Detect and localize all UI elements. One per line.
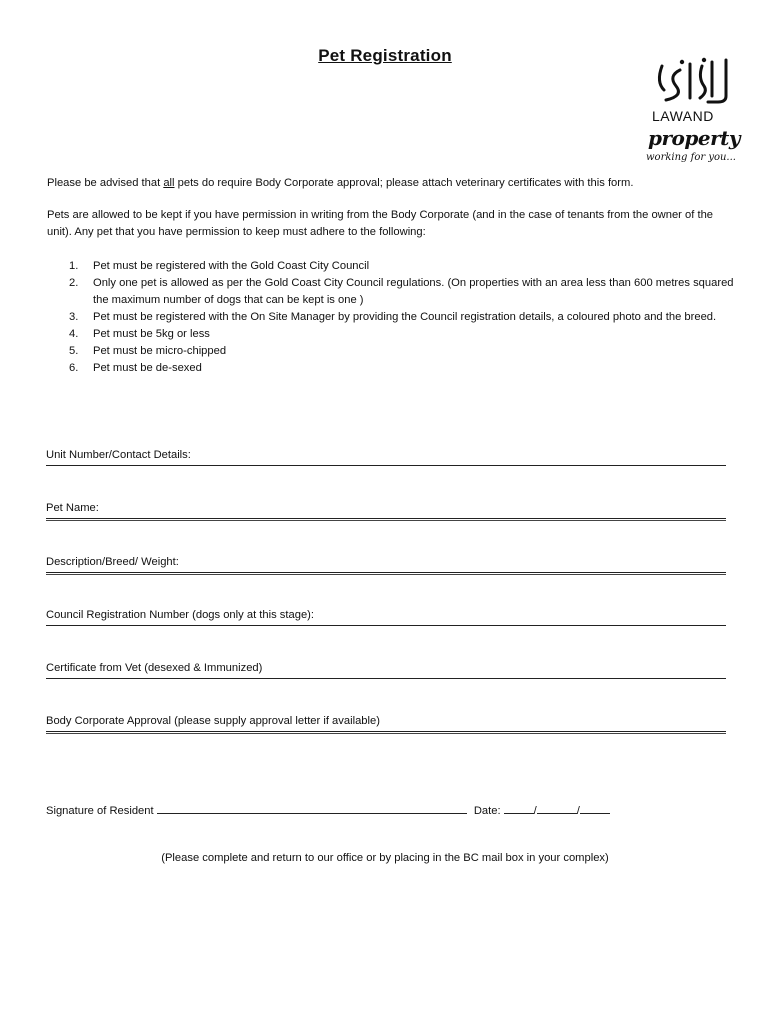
list-item-number: 2. bbox=[69, 277, 79, 289]
list-item bbox=[47, 275, 737, 309]
list-item-text: Pet must be registered with the Gold Coast City Council bbox=[93, 260, 370, 272]
logo-tagline: working for you... bbox=[646, 152, 736, 163]
list-item bbox=[47, 309, 737, 326]
list-item bbox=[47, 258, 737, 275]
council-registration-line bbox=[46, 625, 726, 626]
pet-name-line bbox=[46, 518, 726, 519]
signature-label: Signature of Resident bbox=[46, 805, 154, 817]
signature-line[interactable] bbox=[157, 801, 467, 814]
list-item-text: Pet must be de-sexed bbox=[93, 362, 202, 374]
date-separator: / bbox=[533, 805, 537, 817]
list-item-number: 6. bbox=[69, 362, 79, 374]
date-day-line[interactable] bbox=[504, 801, 534, 814]
list-item bbox=[47, 360, 737, 377]
signature-row bbox=[46, 801, 610, 819]
list-item bbox=[47, 326, 737, 343]
council-registration-label: Council Registration Number (dogs only at this stage): bbox=[46, 609, 315, 621]
list-item-text: Only one pet is allowed as per the Gold Coast City Council regulations. (On properties with an area less than 600 metres squared the maximum number of dogs that can be kept is one ) bbox=[93, 277, 734, 306]
date-separator: / bbox=[576, 805, 580, 817]
description-field[interactable] bbox=[46, 555, 726, 573]
description-label: Description/Breed/ Weight: bbox=[46, 556, 179, 568]
pet-name-field[interactable] bbox=[46, 501, 726, 519]
list-item-text: Pet must be micro-chipped bbox=[93, 345, 227, 357]
list-item bbox=[47, 343, 737, 360]
intro-before: Please be advised that bbox=[47, 177, 164, 189]
unit-contact-line bbox=[46, 465, 726, 466]
list-item-number: 4. bbox=[69, 328, 79, 340]
list-item-number: 5. bbox=[69, 345, 79, 357]
list-item-number: 1. bbox=[69, 260, 79, 272]
intro-paragraph bbox=[47, 175, 727, 192]
vet-certificate-field[interactable] bbox=[46, 661, 726, 679]
unit-contact-label: Unit Number/Contact Details: bbox=[46, 449, 191, 461]
logo-brand-text: LAWAND bbox=[652, 108, 714, 124]
arabic-calligraphy-logo-icon bbox=[646, 56, 736, 106]
list-item-text: Pet must be 5kg or less bbox=[93, 328, 210, 340]
description-line bbox=[46, 572, 726, 573]
list-item-number: 3. bbox=[69, 311, 79, 323]
rules-list bbox=[47, 258, 737, 377]
page-title: Pet Registration bbox=[318, 46, 452, 65]
unit-contact-field[interactable] bbox=[46, 448, 726, 466]
body-corporate-approval-line bbox=[46, 731, 726, 732]
vet-certificate-line bbox=[46, 678, 726, 679]
permission-paragraph: Pets are allowed to be kept if you have permission in writing from the Body Corporate (and in the case of tenants from the owner of the unit). Any pet that you have permission to keep must adhere to the following: bbox=[47, 209, 714, 238]
footer-note: (Please complete and return to our office or by placing in the BC mail box in your complex) bbox=[161, 852, 609, 864]
logo-sub-text: property bbox=[648, 126, 740, 150]
intro-after: pets do require Body Corporate approval; please attach veterinary certificates with this form. bbox=[174, 177, 634, 189]
vet-certificate-label: Certificate from Vet (desexed & Immunized) bbox=[46, 662, 263, 674]
intro-emphasis: all bbox=[163, 177, 175, 189]
date-year-line[interactable] bbox=[580, 801, 610, 814]
date-label: Date: bbox=[473, 805, 501, 817]
date-month-line[interactable] bbox=[537, 801, 577, 814]
pet-name-label: Pet Name: bbox=[46, 502, 99, 514]
body-corporate-approval-field[interactable] bbox=[46, 714, 726, 732]
body-corporate-approval-label: Body Corporate Approval (please supply approval letter if available) bbox=[46, 715, 380, 727]
council-registration-field[interactable] bbox=[46, 608, 726, 626]
company-logo bbox=[640, 56, 750, 168]
list-item-text: Pet must be registered with the On Site Manager by providing the Council registration details, a coloured photo and the breed. bbox=[93, 311, 717, 323]
